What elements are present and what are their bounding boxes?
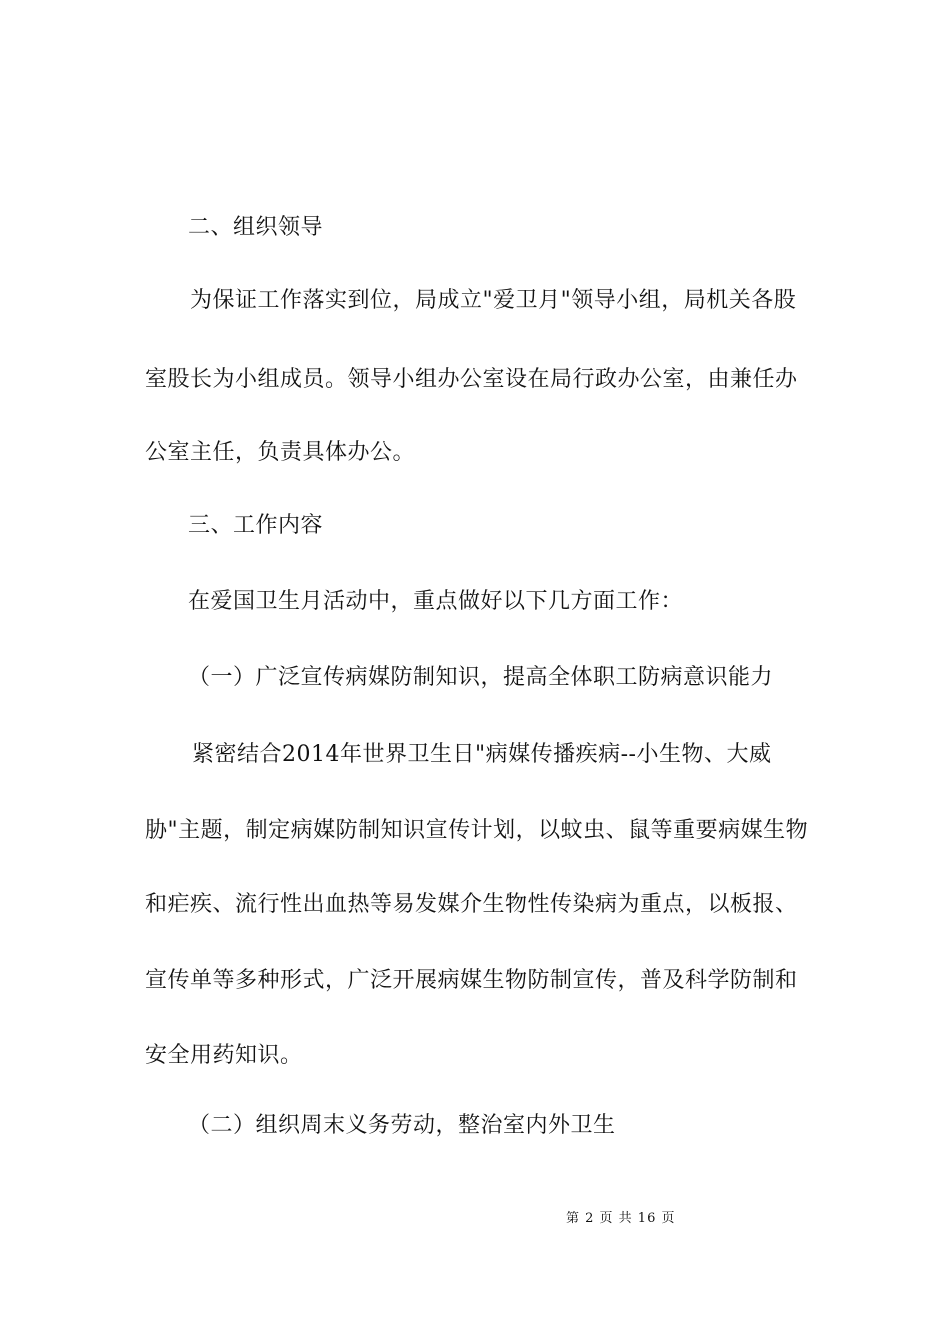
section-heading-organization: 二、组织领导: [188, 215, 324, 240]
paragraph-line: 公室主任，负责具体办公。: [145, 440, 416, 465]
paragraph-line: 室股长为小组成员。领导小组办公室设在局行政办公室，由兼任办: [145, 367, 798, 392]
paragraph-line: 和疟疾、流行性出血热等易发媒介生物性传染病为重点，以板报、: [145, 892, 798, 917]
paragraph-line: 在爱国卫生月活动中，重点做好以下几方面工作：: [188, 589, 684, 614]
subsection-heading-2: （二）组织周末义务劳动，整治室内外卫生: [188, 1113, 616, 1138]
page-number-footer: 第 2 页 共 16 页: [566, 1211, 676, 1226]
paragraph-line: 紧密结合2014年世界卫生日"病媒传播疾病--小生物、大威: [192, 742, 772, 767]
paragraph-line: 宣传单等多种形式，广泛开展病媒生物防制宣传，普及科学防制和: [145, 968, 798, 993]
paragraph-line: 胁"主题，制定病媒防制知识宣传计划，以蚊虫、鼠等重要病媒生物: [145, 818, 809, 843]
subsection-heading-1: （一）广泛宣传病媒防制知识，提高全体职工防病意识能力: [188, 665, 774, 690]
paragraph-line: 为保证工作落实到位，局成立"爱卫月"领导小组，局机关各股: [190, 288, 797, 313]
paragraph-line: 安全用药知识。: [145, 1043, 303, 1068]
section-heading-work-content: 三、工作内容: [188, 513, 324, 538]
